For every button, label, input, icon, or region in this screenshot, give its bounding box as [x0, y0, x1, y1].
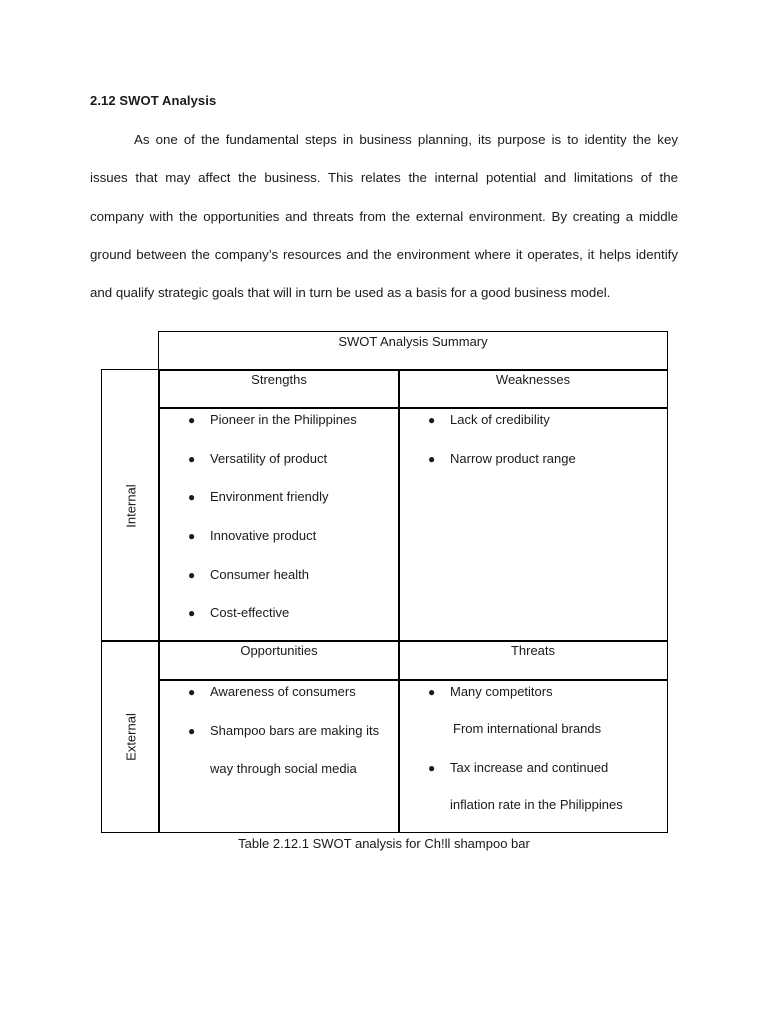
external-label-cell — [101, 640, 160, 833]
opportunities-header-cell — [158, 640, 400, 681]
list-item-continuation: inflation rate in the Philippines — [450, 797, 623, 812]
section-paragraph: As one of the fundamental steps in business planning, its purpose is to identity the key issues that may affect the business. This relates the internal potential and limitations of the company with the opportunities and threats from the external environment. By creating a middle ground between the company’s resources and the environment where it operates, it helps identify and qualify strategic goals that will in turn be used as a basis for a good business model. — [90, 132, 678, 301]
bullet-icon: ● — [188, 413, 196, 427]
table-title: SWOT Analysis Summary — [338, 334, 488, 349]
list-item: ● Awareness of consumers — [159, 682, 399, 721]
bullet-icon: ● — [188, 567, 196, 582]
threats-header: Threats — [510, 643, 556, 658]
weaknesses-header: Weaknesses — [495, 372, 571, 387]
list-item: ● Tax increase and continued — [399, 758, 667, 795]
bullet-icon: ● — [428, 761, 436, 775]
strengths-list — [159, 410, 399, 642]
threats-header-cell — [398, 640, 668, 681]
internal-label: Internal — [123, 483, 138, 528]
list-item: ● Versatility of product — [159, 449, 399, 488]
bullet-icon: ● — [188, 606, 196, 621]
list-item: ● Cost-effective — [159, 603, 399, 642]
bullet-icon: ● — [188, 490, 196, 505]
weaknesses-cell — [398, 407, 668, 642]
opportunities-header: Opportunities — [240, 643, 318, 658]
list-item-continuation: way through social media — [210, 761, 357, 777]
list-item: ● Narrow product range — [399, 449, 667, 488]
list-item: ● Innovative product — [159, 526, 399, 565]
bullet-icon: ● — [428, 685, 436, 699]
strengths-cell — [158, 407, 400, 642]
list-item: ● Pioneer in the Philippines — [159, 410, 399, 449]
bullet-icon: ● — [428, 451, 436, 466]
strengths-header: Strengths — [251, 372, 307, 387]
threats-list — [399, 682, 667, 834]
list-item-continuation: From international brands — [453, 721, 602, 736]
list-item: ● Environment friendly — [159, 487, 399, 526]
opportunities-cell — [158, 679, 400, 833]
bullet-icon: ● — [188, 723, 196, 738]
threats-cell — [398, 679, 668, 833]
list-item: ● Lack of credibility — [399, 410, 667, 449]
weaknesses-header-cell — [398, 369, 668, 409]
table-title-cell — [158, 331, 668, 371]
list-item: ● Shampoo bars are making its — [159, 721, 399, 760]
internal-label-cell — [101, 369, 160, 642]
section-heading: 2.12 SWOT Analysis — [90, 93, 217, 108]
bullet-icon: ● — [188, 685, 196, 699]
bullet-icon: ● — [188, 451, 196, 466]
list-item: ● Many competitors — [399, 682, 667, 719]
opportunities-list — [159, 682, 399, 798]
list-item: ● Consumer health — [159, 565, 399, 604]
weaknesses-list — [399, 410, 667, 487]
external-label: External — [123, 712, 138, 761]
bullet-icon: ● — [188, 529, 196, 544]
strengths-header-cell — [158, 369, 400, 409]
table-caption: Table 2.12.1 SWOT analysis for Ch!ll shampoo bar — [238, 836, 530, 851]
bullet-icon: ● — [428, 413, 436, 427]
